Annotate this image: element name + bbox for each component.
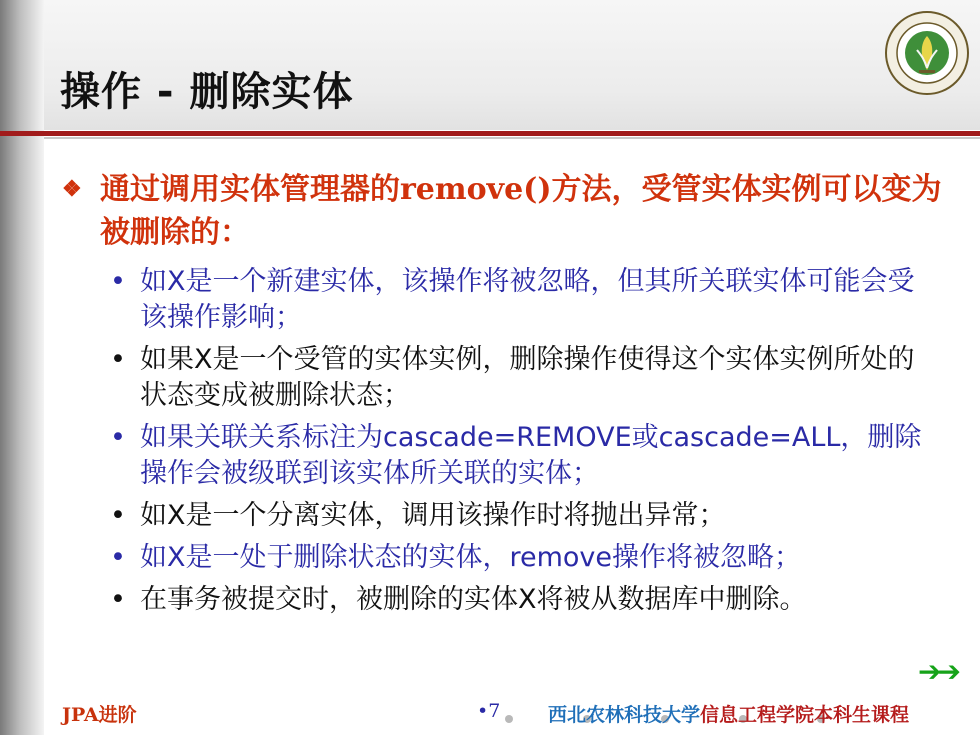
bullet-dot-icon: • xyxy=(110,500,126,531)
university-seal-icon xyxy=(884,10,970,96)
list-item xyxy=(108,342,928,414)
list-item xyxy=(108,420,928,492)
bullet-dot-icon: • xyxy=(110,266,126,297)
list-item-text: 如X是一个分离实体，调用该操作时将抛出异常； xyxy=(140,500,726,531)
diamond-bullet-icon: ❖ xyxy=(62,176,82,202)
list-item xyxy=(108,540,928,576)
list-item xyxy=(108,582,928,618)
bullet-dot-icon: • xyxy=(110,344,126,375)
main-bullet-text: 通过调用实体管理器的remove()方法，受管实体实例可以变为被删除的： xyxy=(100,172,942,250)
university-name: 西北农林科技大学 xyxy=(548,704,701,726)
header-divider-red xyxy=(0,131,980,136)
bullet-dot-icon: • xyxy=(110,422,126,453)
list-item xyxy=(108,498,928,534)
sub-bullet-list xyxy=(108,264,928,624)
list-item-text: 如X是一处于删除状态的实体，remove操作将被忽略； xyxy=(140,542,802,573)
list-item xyxy=(108,264,928,336)
list-item-text: 如果X是一个受管的实体实例，删除操作使得这个实体实例所处的状态变成被删除状态； xyxy=(140,344,915,411)
bullet-dot-icon: • xyxy=(110,542,126,573)
list-item-text: 如果关联关系标注为cascade=REMOVE或cascade=ALL，删除操作会被级联到该实体所关联的实体； xyxy=(140,422,922,489)
header-divider-gray xyxy=(44,137,980,139)
bullet-dot-icon: • xyxy=(110,584,126,615)
footer-university xyxy=(548,700,909,727)
college-course-name: 信息工程学院本科生课程 xyxy=(700,704,910,726)
left-gradient-bar xyxy=(0,0,44,735)
next-slide-arrows-icon[interactable]: ➔➔ xyxy=(918,655,957,688)
main-bullet xyxy=(62,168,942,254)
slide-title: 操作 - 删除实体 xyxy=(60,69,354,115)
page-number: •7 xyxy=(477,700,501,722)
list-item-text: 如X是一个新建实体，该操作将被忽略，但其所关联实体可能会受该操作影响； xyxy=(140,266,915,333)
footer-course-label: JPA进阶 xyxy=(62,704,137,726)
list-item-text: 在事务被提交时，被删除的实体X将被从数据库中删除。 xyxy=(140,584,807,615)
